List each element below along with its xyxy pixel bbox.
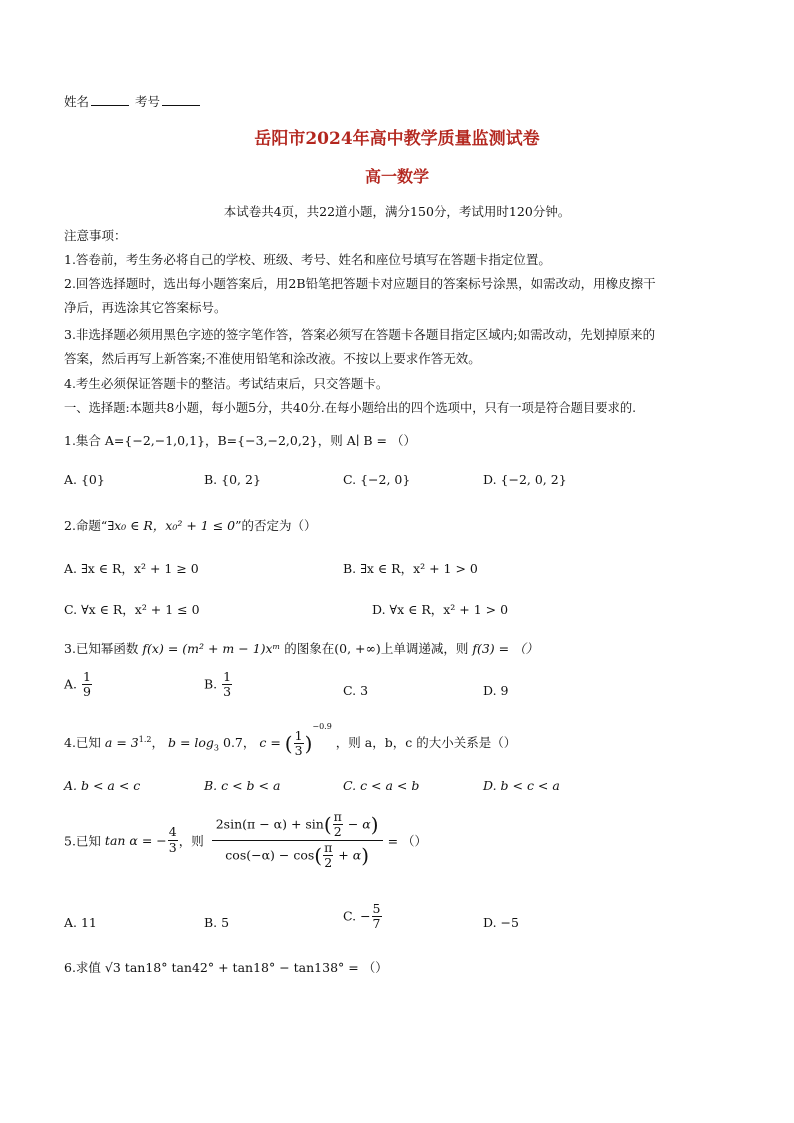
option-letter: C. − (343, 908, 371, 924)
section-heading: 一、选择题:本题共8小题，每小题5分，共40分.在每小题给出的四个选项中，只有一项是符合题目要求的. (64, 401, 637, 415)
fraction (323, 841, 333, 871)
denominator: 7 (372, 916, 381, 932)
q4-a-exp: 1.2 (138, 734, 152, 744)
main-numerator: 2sin(π − α) + sin( $\frac{\pi}{2}$ − α) (212, 810, 383, 841)
question-2-stem (64, 516, 317, 534)
question-3-option-d: D. 9 (483, 683, 509, 698)
fraction (372, 902, 382, 932)
exam-no-label: 考号 (135, 94, 161, 109)
q5-tan: tan α = − (104, 832, 167, 848)
denominator: 9 (83, 684, 91, 700)
question-3-option-a (64, 670, 93, 700)
question-4-option-a: A. b < a < c (64, 778, 141, 793)
notice-item: 答案，然后再写上新答案;不准使用铅笔和涂改液。不按以上要求作答无效。 (64, 351, 481, 366)
option-letter: A. (64, 676, 78, 692)
main-fraction (212, 810, 383, 871)
question-4-stem: 4.已知 $a = 3^{1.2}$， $b = \log_3 0.7$， c = ( $\frac{1}{3}$ )$^{-0.9}$ ，则 a，b，c 的大小关系是（） (64, 722, 517, 758)
denominator: 3 (294, 743, 303, 758)
fraction (168, 825, 178, 855)
q2-math: ∃x₀ ∈ R，x₀² + 1 ≤ 0 (107, 518, 236, 533)
question-1-option-a: A. {0} (64, 472, 105, 487)
question-3-stem (64, 639, 538, 657)
notice-item: 1.答卷前，考生务必将自己的学校、班级、考号、姓名和座位号填写在答题卡指定位置。 (64, 252, 551, 267)
question-4-option-d: D. b < c < a (483, 778, 560, 793)
question-4-option-b: B. c < b < a (204, 778, 281, 793)
q4-a: a = 3 (104, 735, 139, 750)
question-2-option-c: C. ∀x ∈ R，x² + 1 ≤ 0 (64, 602, 200, 617)
name-label: 姓名 (64, 94, 90, 109)
exam-info: 本试卷共4页，共22道小题，满分150分，考试用时120分钟。 (223, 204, 571, 219)
q4-b-base: 3 (213, 743, 220, 753)
fraction (294, 729, 304, 759)
question-5-option-b: B. 5 (204, 915, 230, 930)
notice-item: 净后，再选涂其它答案标号。 (64, 300, 227, 315)
question-5-option-d: D. −5 (483, 915, 519, 930)
q2-suffix: ”的否定为（） (235, 518, 317, 533)
question-1-option-d: D. {−2, 0, 2} (483, 472, 567, 487)
denominator: 2 (324, 855, 333, 871)
notice-heading: 注意事项： (64, 228, 127, 243)
exam-title: 岳阳市2024年高中教学质量监测试卷 (254, 129, 540, 149)
exam-no-blank (162, 95, 200, 106)
numerator: 4 (168, 824, 177, 840)
option-letter: B. (204, 676, 218, 692)
question-2-option-d: D. ∀x ∈ R，x² + 1 > 0 (372, 602, 509, 617)
question-4-option-c: C. c < a < b (343, 778, 420, 793)
main-denominator: cos(−α) − cos( $\frac{\pi}{2}$ + α) (225, 839, 369, 871)
notice-item: 3.非选择题必须用黑色字迹的签字笔作答，答案必须写在答题卡各题目指定区域内;如需改动，先划掉原来的 (64, 327, 656, 342)
q3-prefix: 3.已知幂函数 (64, 641, 139, 656)
header-fields (64, 92, 202, 110)
q3-end: f(3) = （） (472, 641, 539, 656)
numerator: 1 (223, 669, 232, 684)
q4-c: c = (259, 735, 281, 750)
q3-mid: 的图象在 (284, 641, 335, 656)
question-3-option-b (204, 670, 233, 700)
numerator: 5 (372, 901, 381, 916)
denominator: 3 (168, 839, 177, 855)
denominator: 2 (333, 824, 342, 840)
question-5-stem (64, 810, 427, 871)
q4-b-rest: 0.7 (219, 735, 243, 750)
question-2-option-b: B. ∃x ∈ R，x² + 1 > 0 (343, 561, 478, 576)
question-1-option-b: B. {0, 2} (204, 472, 261, 487)
fraction (222, 670, 232, 700)
question-5-option-a: A. 11 (64, 915, 97, 930)
notice-item: 4.考生必须保证答题卡的整洁。考试结束后，只交答题卡。 (64, 376, 389, 391)
q4-b: b = log (167, 735, 214, 750)
numerator: 1 (83, 669, 91, 684)
q5-prefix: 5.已知 (64, 833, 101, 849)
q5-eq: = （） (387, 833, 428, 849)
denominator-text: cos(−α) − cos (225, 847, 315, 863)
question-6-stem: 6.求值 √3 tan18° tan42° + tan18° − tan138° = （） (64, 960, 388, 975)
q3-interval: (0, +∞) (334, 641, 381, 656)
q3-function: f(x) = (m² + m − 1)xᵐ (142, 641, 281, 656)
q3-suffix: 上单调递减，则 (380, 641, 469, 656)
denominator: 3 (223, 684, 232, 700)
numerator: π (324, 839, 333, 855)
q4-c-exp: −0.9 (312, 722, 332, 731)
q2-prefix: 2.命题“ (64, 518, 108, 533)
exam-subtitle: 高一数学 (364, 167, 429, 186)
minus-alpha: − α (343, 816, 371, 832)
fraction (333, 810, 343, 840)
name-blank (91, 95, 129, 106)
numerator: 1 (294, 727, 303, 743)
numerator: π (333, 809, 342, 824)
q4-prefix: 4.已知 (64, 735, 101, 750)
question-1-option-c: C. {−2, 0} (343, 472, 411, 487)
q4-suffix: ，则 a，b，c 的大小关系是（） (335, 735, 517, 750)
question-1-stem: 1.集合 A={−2,−1,0,1}，B={−3,−2,0,2}，则 A∣ B = （） (64, 433, 416, 448)
question-3-option-c: C. 3 (343, 683, 369, 698)
q5-then: ，则 (178, 833, 204, 849)
plus-alpha: + α (334, 847, 362, 863)
numerator-text: 2sin(π − α) + sin (215, 816, 324, 832)
question-5-option-c (343, 902, 383, 932)
question-2-option-a: A. ∃x ∈ R，x² + 1 ≥ 0 (64, 561, 199, 576)
notice-item: 2.回答选择题时，选出每小题答案后，用2B铅笔把答题卡对应题目的答案标号涂黑，如需改动，用橡皮擦干 (64, 276, 656, 291)
fraction (82, 670, 92, 700)
